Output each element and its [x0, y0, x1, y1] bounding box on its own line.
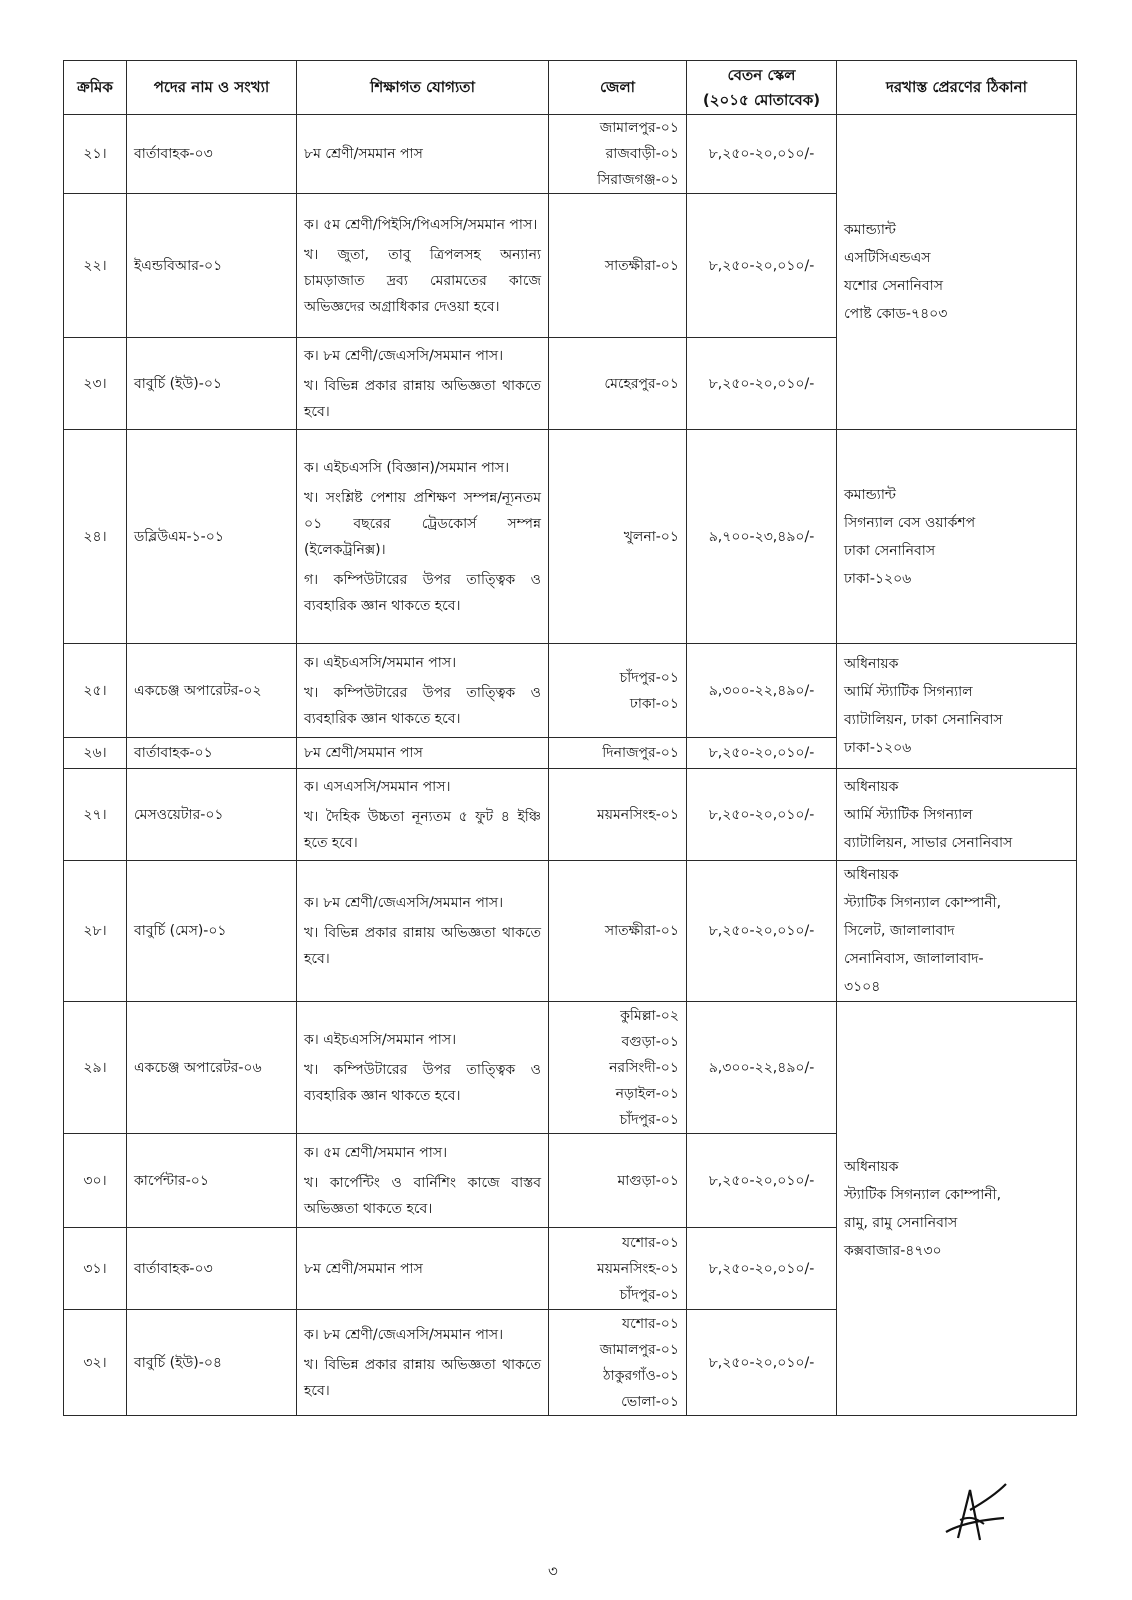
address-line: আর্মি স্ট্যাটিক সিগন্যাল — [844, 684, 973, 700]
serial-cell: ৩২। — [64, 1310, 127, 1416]
address-line: সিগন্যাল বেস ওয়ার্কশপ — [844, 514, 976, 531]
district-cell — [549, 1134, 687, 1228]
district-cell — [549, 1228, 687, 1310]
qualification-item: ক। এইচএসসি (বিজ্ঞান)/সমমান পাস। — [304, 459, 510, 476]
district-item: ঢাকা-০১ — [629, 695, 679, 712]
post-name-cell: বাবুর্চি (ইউ)-০১ — [127, 338, 297, 430]
address-line: ঢাকা-১২০৬ — [844, 570, 912, 587]
district-cell — [549, 769, 687, 861]
address-line: স্ট্যাটিক সিগন্যাল কোম্পানী, — [844, 1186, 1002, 1203]
post-name-cell: ডব্লিউএম-১-০১ — [127, 430, 297, 644]
qualification-item: খ। সংশ্লিষ্ট পেশায় প্রশিক্ষণ সম্পন্ন/ন্যূনতম ০১ বছরের ট্রেডকোর্স সম্পন্ন (ইলেকট্রনিক্স)। — [304, 489, 541, 558]
address-line: ঢাকা সেনানিবাস — [844, 542, 936, 559]
qualification-item: খ। বিভিন্ন প্রকার রান্নায় অভিজ্ঞতা থাকতে হবে। — [304, 925, 541, 967]
address-line: অধিনায়ক — [844, 1158, 899, 1175]
district-item: চাঁদপুর-০১ — [619, 669, 679, 686]
district-item: দিনাজপুর-০১ — [602, 745, 679, 761]
district-cell — [549, 338, 687, 430]
address-line: স্ট্যাটিক সিগন্যাল কোম্পানী, — [844, 895, 1002, 911]
post-name-cell: বার্তাবাহক-০৩ — [127, 1228, 297, 1310]
district-item: নড়াইল-০১ — [615, 1085, 679, 1102]
table-row — [64, 1002, 1077, 1134]
pay-scale-cell: ৮,২৫০-২০,০১০/- — [687, 769, 837, 861]
pay-scale-cell: ৮,২৫০-২০,০১০/- — [687, 1228, 837, 1310]
district-item: চাঁদপুর-০১ — [619, 1111, 679, 1128]
district-item: সিরাজগঞ্জ-০১ — [597, 172, 679, 188]
qualification-cell — [297, 769, 549, 861]
district-cell — [549, 1002, 687, 1134]
district-cell — [549, 194, 687, 338]
address-line: ব্যাটালিয়ন, সাভার সেনানিবাস — [844, 834, 1013, 851]
table-row — [64, 115, 1077, 194]
address-line: সেনানিবাস, জালালাবাদ- — [844, 951, 984, 967]
table-row — [64, 861, 1077, 1002]
header-pay-scale — [687, 61, 837, 115]
district-item: নরসিংদী-০১ — [609, 1059, 679, 1076]
qualification-item: ক। এসএসসি/সমমান পাস। — [304, 778, 451, 795]
qualification-cell — [297, 738, 549, 769]
address-line: এসটিসিএন্ডএস — [844, 250, 931, 266]
district-item: ভোলা-০১ — [621, 1393, 679, 1410]
qualification-cell — [297, 430, 549, 644]
address-line: যশোর সেনানিবাস — [844, 278, 943, 294]
district-item: মেহেরপুর-০১ — [604, 375, 679, 392]
address-cell — [837, 115, 1077, 430]
district-item: রাজবাড়ী-০১ — [605, 146, 679, 162]
header-pay-line2: (২০১৫ মোতাবেক) — [702, 90, 821, 109]
post-name-cell: কার্পেন্টার-০১ — [127, 1134, 297, 1228]
pay-scale-cell: ৮,২৫০-২০,০১০/- — [687, 115, 837, 194]
pay-scale-cell: ৮,২৫০-২০,০১০/- — [687, 1310, 837, 1416]
district-item: জামালপুর-০১ — [599, 1341, 679, 1358]
header-address: দরখাস্ত প্রেরণের ঠিকানা — [837, 61, 1077, 115]
pay-scale-cell: ৯,৩০০-২২,৪৯০/- — [687, 644, 837, 738]
table-body — [64, 115, 1077, 1416]
address-cell — [837, 1002, 1077, 1416]
post-name-cell: বার্তাবাহক-০১ — [127, 738, 297, 769]
qualification-item: খ। জুতা, তাবু ত্রিপলসহ অন্যান্য চামড়াজাত দ্রব্য মেরামতের কাজে অভিজ্ঞদের অগ্রাধিকার দেওয়া হবে। — [304, 246, 541, 315]
serial-cell: ২২। — [64, 194, 127, 338]
qualification-item: গ। কম্পিউটারের উপর তাত্ত্বিক ও ব্যবহারিক জ্ঞান থাকতে হবে। — [304, 571, 541, 614]
pay-scale-cell: ৯,৩০০-২২,৪৯০/- — [687, 1002, 837, 1134]
qualification-cell — [297, 644, 549, 738]
qualification-cell — [297, 1002, 549, 1134]
address-line: ঢাকা-১২০৬ — [844, 740, 912, 756]
address-cell — [837, 769, 1077, 861]
district-item: জামালপুর-০১ — [599, 120, 679, 136]
post-name-cell: বাবুর্চি (ইউ)-০৪ — [127, 1310, 297, 1416]
serial-cell: ২৮। — [64, 861, 127, 1002]
qualification-item: ক। এইচএসসি/সমমান পাস। — [304, 654, 457, 671]
pay-scale-cell: ৮,২৫০-২০,০১০/- — [687, 338, 837, 430]
serial-cell: ২৩। — [64, 338, 127, 430]
qualification-item: খ। বিভিন্ন প্রকার রান্নায় অভিজ্ঞতা থাকতে হবে। — [304, 377, 541, 420]
district-cell — [549, 738, 687, 769]
table-row — [64, 430, 1077, 644]
qualification-cell — [297, 861, 549, 1002]
header-qualification: শিক্ষাগত যোগ্যতা — [297, 61, 549, 115]
district-item: কুমিল্লা-০২ — [620, 1007, 679, 1024]
job-circular-table — [63, 60, 1077, 1416]
post-name-cell: একচেঞ্জ অপারেটর-০২ — [127, 644, 297, 738]
district-item: চাঁদপুর-০১ — [619, 1286, 679, 1303]
qualification-cell — [297, 1134, 549, 1228]
pay-scale-cell: ৮,২৫০-২০,০১০/- — [687, 194, 837, 338]
qualification-item: খ। দৈহিক উচ্চতা নূন্যতম ৫ ফুট ৪ ইঞ্চি হতে হবে। — [304, 808, 541, 851]
district-item: সাতক্ষীরা-০১ — [604, 257, 679, 274]
pay-scale-cell: ৯,৭০০-২৩,৪৯০/- — [687, 430, 837, 644]
district-item: ময়মনসিংহ-০১ — [596, 806, 679, 823]
qualification-item: খ। কম্পিউটারের উপর তাত্ত্বিক ও ব্যবহারিক জ্ঞান থাকতে হবে। — [304, 684, 541, 727]
pay-scale-cell: ৮,২৫০-২০,০১০/- — [687, 738, 837, 769]
post-name-cell: একচেঞ্জ অপারেটর-০৬ — [127, 1002, 297, 1134]
qualification-item: খ। বিভিন্ন প্রকার রান্নায় অভিজ্ঞতা থাকতে হবে। — [304, 1356, 541, 1399]
table-row — [64, 769, 1077, 861]
address-line: কমান্ড্যান্ট — [844, 486, 896, 503]
qualification-item: ৮ম শ্রেণী/সমমান পাস — [304, 146, 423, 162]
qualification-item: ক। ৮ম শ্রেণী/জেএসসি/সমমান পাস। — [304, 347, 504, 364]
serial-cell: ৩০। — [64, 1134, 127, 1228]
qualification-item: খ। কম্পিউটারের উপর তাত্ত্বিক ও ব্যবহারিক জ্ঞান থাকতে হবে। — [304, 1061, 541, 1104]
qualification-item: ক। এইচএসসি/সমমান পাস। — [304, 1031, 457, 1048]
header-post: পদের নাম ও সংখ্যা — [127, 61, 297, 115]
qualification-item: ক। ৮ম শ্রেণী/জেএসসি/সমমান পাস। — [304, 895, 504, 911]
address-line: অধিনায়ক — [844, 656, 899, 672]
district-item: যশোর-০১ — [622, 1315, 679, 1332]
district-cell — [549, 1310, 687, 1416]
district-item: ঠাকুরগাঁও-০১ — [603, 1367, 679, 1384]
address-line: কক্সবাজার-৪৭৩০ — [844, 1242, 942, 1259]
district-item: সাতক্ষীরা-০১ — [604, 923, 679, 939]
district-item: যশোর-০১ — [622, 1234, 679, 1251]
district-item: বগুড়া-০১ — [621, 1033, 679, 1050]
address-line: অধিনায়ক — [844, 778, 899, 795]
address-cell — [837, 861, 1077, 1002]
address-line: কমান্ড্যান্ট — [844, 222, 896, 238]
serial-cell: ৩১। — [64, 1228, 127, 1310]
qualification-cell — [297, 1310, 549, 1416]
address-line: অধিনায়ক — [844, 867, 899, 883]
district-item: খুলনা-০১ — [623, 528, 679, 545]
district-item: মাগুড়া-০১ — [617, 1172, 679, 1189]
header-serial: ক্রমিক — [64, 61, 127, 115]
qualification-cell — [297, 115, 549, 194]
serial-cell: ২৭। — [64, 769, 127, 861]
post-name-cell: মেসওয়েটার-০১ — [127, 769, 297, 861]
qualification-item: খ। কার্পেন্টিং ও বার্নিশিং কাজে বাস্তব অভিজ্ঞতা থাকতে হবে। — [304, 1174, 541, 1217]
serial-cell: ২৬। — [64, 738, 127, 769]
address-line: পোষ্ট কোড-৭৪০৩ — [844, 306, 948, 322]
qualification-item: ক। ৫ম শ্রেণী/সমমান পাস। — [304, 1144, 448, 1161]
header-pay-line1: বেতন স্কেল — [727, 65, 796, 84]
serial-cell: ২৯। — [64, 1002, 127, 1134]
address-line: সিলেট, জালালাবাদ — [844, 923, 955, 939]
qualification-item: ৮ম শ্রেণী/সমমান পাস — [304, 1260, 423, 1277]
serial-cell: ২৪। — [64, 430, 127, 644]
qualification-item: ক। ৫ম শ্রেণী/পিইসি/পিএসসি/সমমান পাস। — [304, 216, 538, 233]
qualification-item: ক। ৮ম শ্রেণী/জেএসসি/সমমান পাস। — [304, 1326, 504, 1343]
district-item: ময়মনসিংহ-০১ — [596, 1260, 679, 1277]
table-row — [64, 644, 1077, 738]
qualification-cell — [297, 338, 549, 430]
address-cell — [837, 644, 1077, 769]
signature-mark — [940, 1480, 1010, 1550]
page-number: ৩ — [548, 1562, 558, 1580]
post-name-cell: ইএন্ডবিআর-০১ — [127, 194, 297, 338]
table-header-row — [64, 61, 1077, 115]
pay-scale-cell: ৮,২৫০-২০,০১০/- — [687, 861, 837, 1002]
qualification-item: ৮ম শ্রেণী/সমমান পাস — [304, 745, 423, 761]
pay-scale-cell: ৮,২৫০-২০,০১০/- — [687, 1134, 837, 1228]
post-name-cell: বার্তাবাহক-০৩ — [127, 115, 297, 194]
district-cell — [549, 644, 687, 738]
qualification-cell — [297, 1228, 549, 1310]
address-line: আর্মি স্ট্যাটিক সিগন্যাল — [844, 806, 973, 823]
address-line: রামু, রামু সেনানিবাস — [844, 1214, 958, 1231]
address-cell — [837, 430, 1077, 644]
district-cell — [549, 115, 687, 194]
post-name-cell: বাবুর্চি (মেস)-০১ — [127, 861, 297, 1002]
header-district: জেলা — [549, 61, 687, 115]
district-cell — [549, 861, 687, 1002]
serial-cell: ২৫। — [64, 644, 127, 738]
qualification-cell — [297, 194, 549, 338]
address-line: ব্যাটালিয়ন, ঢাকা সেনানিবাস — [844, 712, 1003, 728]
serial-cell: ২১। — [64, 115, 127, 194]
address-line: ৩১০৪ — [844, 979, 881, 995]
district-cell — [549, 430, 687, 644]
